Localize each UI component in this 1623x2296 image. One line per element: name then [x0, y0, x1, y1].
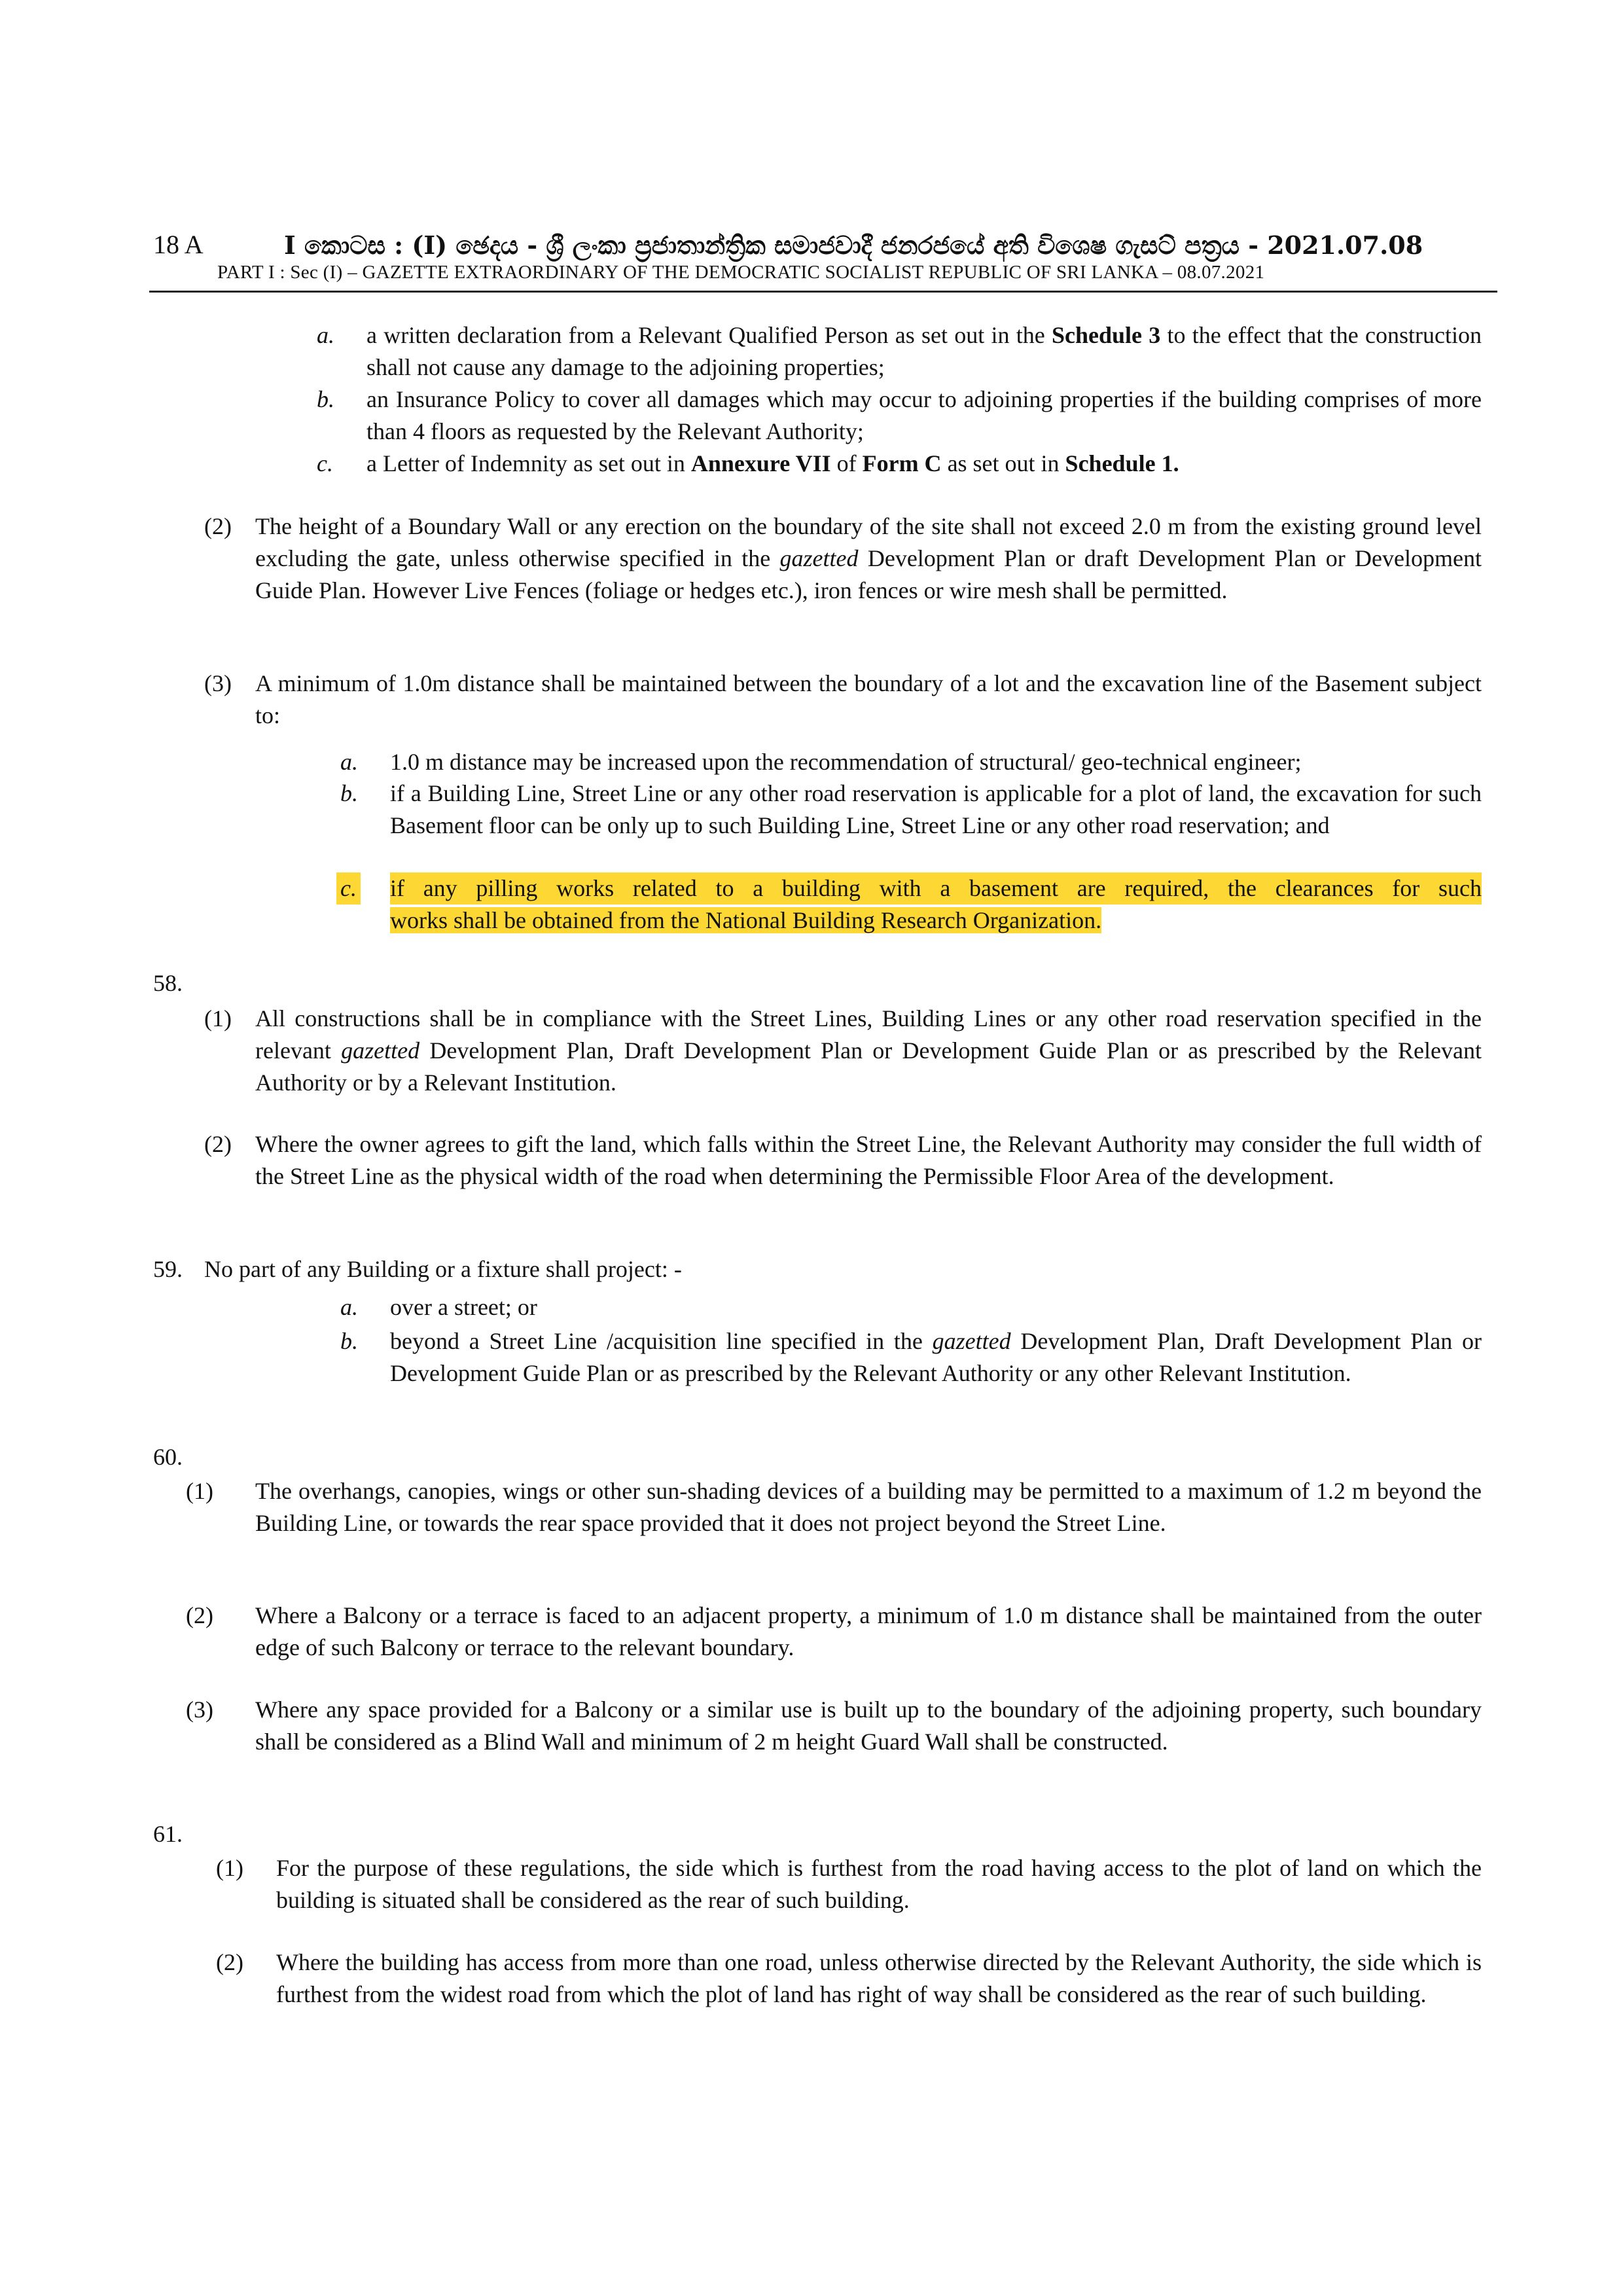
highlighted-list-item-text	[390, 872, 1482, 937]
list-item-text: a Letter of Indemnity as set out in Annexure VII of Form C as set out in Schedule 1.	[366, 450, 1179, 476]
list-item-text: over a street; or	[390, 1294, 537, 1320]
item-label: a.	[340, 1294, 358, 1320]
clause-text: Where a Balcony or a terrace is faced to an adjacent property, a minimum of 1.0 m distance shall be maintained from the outer edge of such Balcony or terrace to the relevant boundary.	[255, 1602, 1482, 1660]
clause-text: All constructions shall be in compliance with the Street Lines, Building Lines or any other road reservation specified in the relevant gazetted Development Plan, Draft Development Plan or Development Guide Plan or as prescribed by the Relevant Authority or by a Relevant Institution.	[255, 1005, 1482, 1096]
item-label: b.	[317, 386, 334, 412]
clause-label: (2)	[186, 1602, 213, 1628]
list-item-text: 1.0 m distance may be increased upon the recommendation of structural/ geo-technical engineer;	[390, 749, 1302, 775]
item-label-highlighted: c.	[336, 872, 361, 905]
list-item-text: an Insurance Policy to cover all damages which may occur to adjoining properties if the building comprises of more than 4 floors as requested by the Relevant Authority;	[366, 386, 1482, 444]
english-gazette-title: PART I : Sec (I) – GAZETTE EXTRAORDINARY OF THE DEMOCRATIC SOCIALIST REPUBLIC OF SRI LANKA – 08.07.2021	[217, 262, 1265, 283]
section-intro: No part of any Building or a fixture shall project: -	[204, 1256, 682, 1282]
clause-text: The height of a Boundary Wall or any erection on the boundary of the site shall not exceed 2.0 m from the existing ground level excluding the gate, unless otherwise specified in the gazetted Development Plan or draft Development Plan or Development Guide Plan. However Live Fences (foliage or hedges etc.), iron fences or wire mesh shall be permitted.	[255, 513, 1482, 603]
list-item-text: a written declaration from a Relevant Qualified Person as set out in the Schedule 3 to the effect that the construction shall not cause any damage to the adjoining properties;	[366, 322, 1482, 380]
clause-label: (3)	[204, 670, 232, 696]
clause-label: (2)	[204, 1131, 232, 1157]
clause-text: A minimum of 1.0m distance shall be maintained between the boundary of a lot and the excavation line of the Basement subject to:	[255, 670, 1482, 728]
section-number: 58.	[153, 970, 183, 996]
clause-label: (2)	[216, 1949, 243, 1975]
clause-label: (3)	[186, 1696, 213, 1723]
highlighted-line-2: works shall be obtained from the National Building Research Organization.	[390, 907, 1102, 933]
clause-text: The overhangs, canopies, wings or other sun-shading devices of a building may be permitted to a maximum of 1.2 m beyond the Building Line, or towards the rear space provided that it does not project beyond the Street Line.	[255, 1478, 1482, 1536]
clause-text: Where any space provided for a Balcony or a similar use is built up to the boundary of the adjoining property, such boundary shall be considered as a Blind Wall and minimum of 2 m height Guard Wall shall be constructed.	[255, 1696, 1482, 1755]
clause-label: (1)	[204, 1005, 232, 1031]
sinhala-gazette-title: I කොටස : (I) ඡෙදය - ශ්‍රී ලංකා ප්‍රජාතාන්ත්‍රික සමාජවාදී ජනරජයේ අති විශෙෂ ගැසට් පත්‍රය - 2021.07.08	[284, 230, 1423, 260]
clause-text: For the purpose of these regulations, the side which is furthest from the road having access to the plot of land on which the building is situated shall be considered as the rear of such building.	[276, 1855, 1482, 1913]
item-label: a.	[340, 749, 358, 775]
item-label: b.	[340, 780, 358, 806]
section-number: 59.	[153, 1256, 183, 1282]
item-label: b.	[340, 1328, 358, 1354]
clause-label: (1)	[216, 1855, 243, 1881]
item-label: c.	[317, 450, 333, 476]
list-item-text: if a Building Line, Street Line or any other road reservation is applicable for a plot of land, the excavation for such Basement floor can be only up to such Building Line, Street Line or any other road reservation; and	[390, 780, 1482, 838]
item-label: a.	[317, 322, 334, 348]
clause-label: (1)	[186, 1478, 213, 1504]
section-number: 60.	[153, 1444, 183, 1470]
clause-label: (2)	[204, 513, 232, 539]
page-number: 18 A	[153, 230, 204, 259]
highlighted-line-1: if any pilling works related to a building with a basement are required, the clearances for such	[390, 872, 1482, 905]
clause-text: Where the building has access from more than one road, unless otherwise directed by the Relevant Authority, the side which is furthest from the widest road from which the plot of land has right of way shall be considered as the rear of such building.	[276, 1949, 1482, 2007]
header-rule	[149, 291, 1497, 293]
section-number: 61.	[153, 1821, 183, 1847]
list-item-text: beyond a Street Line /acquisition line specified in the gazetted Development Plan, Draft Development Plan or Development Guide Plan or as prescribed by the Relevant Authority or any other Relevant Institution.	[390, 1328, 1482, 1386]
clause-text: Where the owner agrees to gift the land, which falls within the Street Line, the Relevant Authority may consider the full width of the Street Line as the physical width of the road when determining the Permissible Floor Area of the development.	[255, 1131, 1482, 1189]
